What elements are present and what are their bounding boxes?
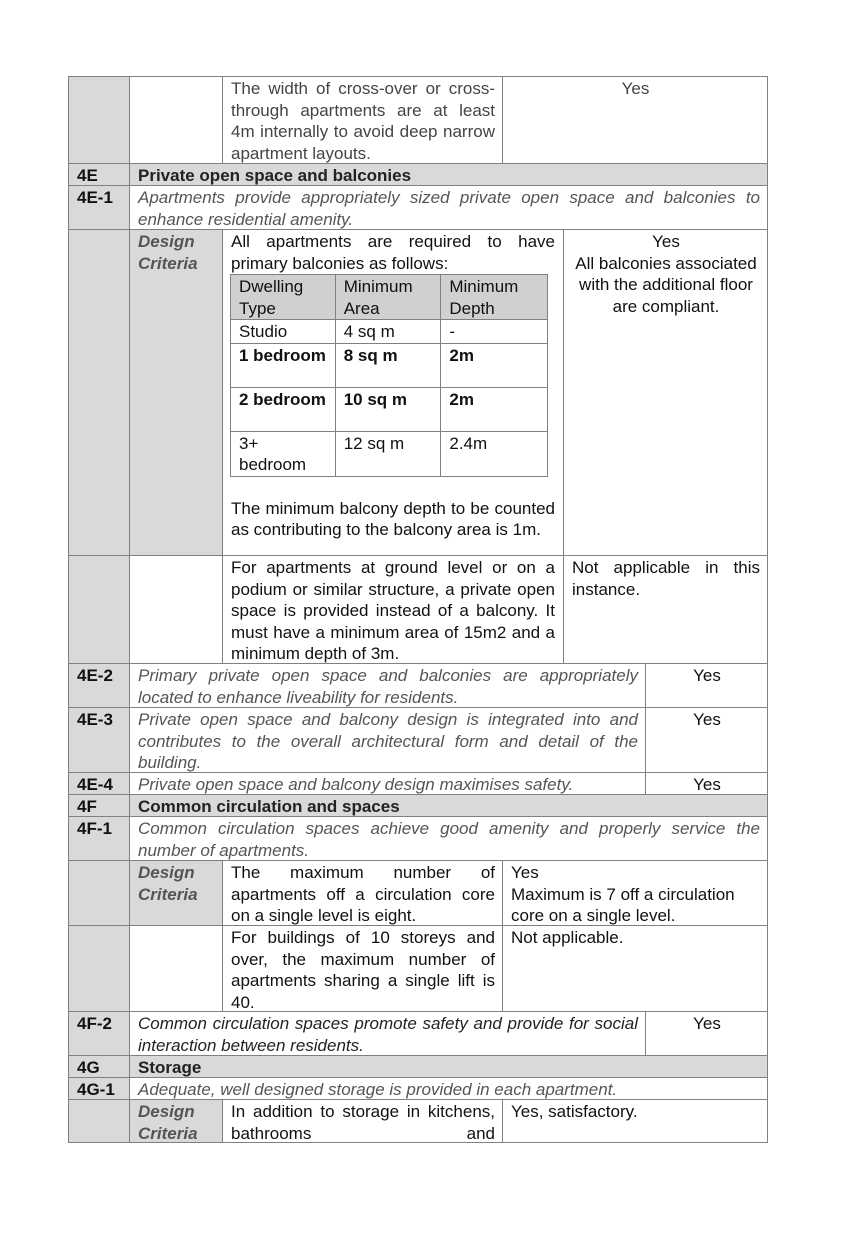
criteria-text: For buildings of 10 storeys and over, the maximum number of apartments sharing a single lift is 40. — [223, 926, 503, 1011]
header-minimum-area: Minimum Area — [335, 275, 441, 320]
compliance-comment: Yes — [693, 710, 721, 729]
objective-code: 4E-1 — [69, 186, 130, 229]
criteria-intro: All apartments are required to have primary balconies as follows: — [231, 232, 555, 273]
criteria-outro: The minimum balcony depth to be counted as contributing to the balcony area is 1m. — [231, 498, 555, 539]
section-header — [68, 1055, 768, 1077]
design-criteria-label: Design Criteria — [130, 1100, 223, 1142]
compliance-table — [68, 76, 768, 1143]
objective-text: Private open space and balcony design maximises safety. — [130, 773, 646, 794]
cell: 2m — [441, 387, 548, 431]
cell: 1 bedroom — [231, 343, 336, 387]
compliance-comment: Not applicable. — [511, 928, 624, 947]
criteria-text: The width of cross-over or cross-through apartments are at least 4m internally to avoid deep narrow apartment layouts. — [223, 77, 503, 163]
objective-row — [68, 1077, 768, 1099]
compliance-comment: Yes Maximum is 7 off a circulation core on a single level. — [511, 863, 735, 925]
cell: 4 sq m — [335, 320, 441, 344]
objective-text: Common circulation spaces achieve good amenity and properly service the number of apartments. — [138, 819, 760, 860]
section-header — [68, 794, 768, 816]
compliance-comment: Yes — [693, 775, 721, 794]
objective-row — [68, 772, 768, 794]
objective-row — [68, 185, 768, 229]
cell: - — [441, 320, 548, 344]
section-title: Storage — [138, 1058, 202, 1077]
section-title: Private open space and balconies — [138, 166, 412, 185]
cell: 10 sq m — [335, 387, 441, 431]
section-code: 4G — [69, 1056, 130, 1077]
cell: 2 bedroom — [231, 387, 336, 431]
compliance-comment: Yes All balconies associated with the additional floor are compliant. — [575, 232, 757, 316]
cell: Studio — [231, 320, 336, 344]
criteria-text: For apartments at ground level or on a podium or similar structure, a private open space is provided instead of a balcony. It must have a minimum area of 15m2 and a minimum depth of 3m. — [223, 556, 564, 663]
criteria-text: In addition to storage in kitchens, bathrooms and — [223, 1100, 503, 1142]
cell: 3+ bedroom — [231, 431, 336, 476]
objective-code: 4E-3 — [69, 708, 130, 772]
objective-text: Primary private open space and balconies are appropriately located to enhance liveability for residents. — [130, 664, 646, 707]
objective-row — [68, 663, 768, 707]
design-criteria-row — [68, 860, 768, 925]
section-code: 4E — [69, 164, 130, 185]
cell: 8 sq m — [335, 343, 441, 387]
criteria-cell — [223, 230, 564, 555]
objective-code: 4F-1 — [69, 817, 130, 860]
objective-row — [68, 816, 768, 860]
header-minimum-depth: Minimum Depth — [441, 275, 548, 320]
objective-code: 4G-1 — [69, 1078, 130, 1099]
compliance-comment: Yes, satisfactory. — [511, 1102, 638, 1121]
objective-text: Private open space and balcony design is integrated into and contributes to the overall architectural form and detail of the building. — [130, 708, 646, 772]
design-criteria-label: Design Criteria — [130, 861, 223, 925]
compliance-comment: Yes — [693, 1014, 721, 1033]
design-criteria-row — [68, 229, 768, 555]
table-row — [68, 76, 768, 163]
objective-code: 4F-2 — [69, 1012, 130, 1055]
cell: 12 sq m — [335, 431, 441, 476]
objective-row — [68, 707, 768, 772]
section-code: 4F — [69, 795, 130, 816]
header-dwelling-type: Dwelling Type — [231, 275, 336, 320]
cell: 2.4m — [441, 431, 548, 476]
objective-text: Adequate, well designed storage is provided in each apartment. — [138, 1080, 618, 1099]
compliance-comment: Yes — [621, 79, 650, 98]
cell: 2m — [441, 343, 548, 387]
balcony-requirements-table — [230, 274, 548, 477]
compliance-comment: Yes — [693, 666, 721, 685]
objective-text: Common circulation spaces promote safety and provide for social interaction between residents. — [130, 1012, 646, 1055]
objective-row — [68, 1011, 768, 1055]
table-row — [68, 555, 768, 663]
objective-code: 4E-2 — [69, 664, 130, 707]
table-row — [68, 925, 768, 1011]
objective-code: 4E-4 — [69, 773, 130, 794]
section-header — [68, 163, 768, 185]
compliance-comment: Not applicable in this instance. — [572, 558, 760, 599]
section-title: Common circulation and spaces — [138, 797, 400, 816]
design-criteria-row — [68, 1099, 768, 1143]
criteria-text: The maximum number of apartments off a circulation core on a single level is eight. — [223, 861, 503, 925]
design-criteria-label: Design Criteria — [130, 230, 223, 555]
objective-text: Apartments provide appropriately sized private open space and balconies to enhance residential amenity. — [138, 188, 760, 229]
